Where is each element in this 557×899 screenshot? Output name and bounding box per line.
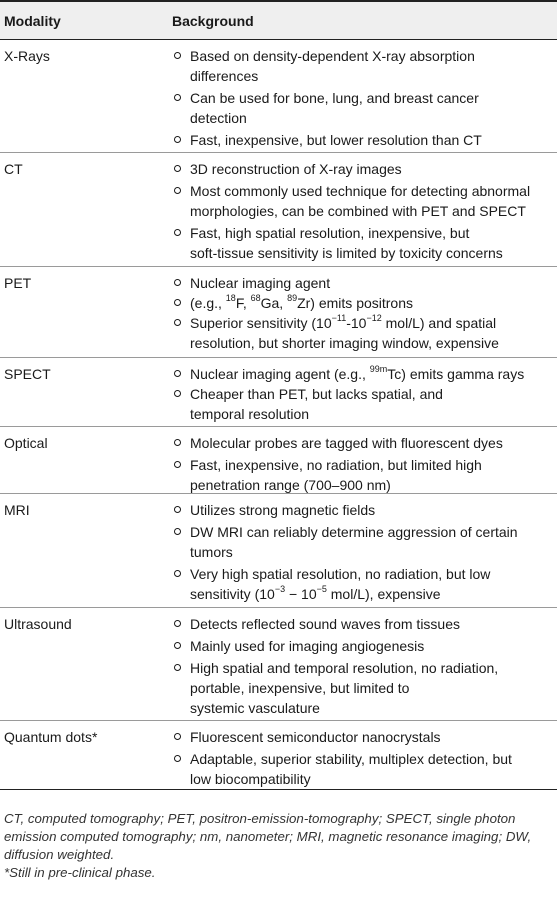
modality-cell: PET [4, 275, 32, 291]
list-item: High spatial and temporal resolution, no radiation, portable, inexpensive, but limited to systemic vasculature [172, 658, 557, 718]
table-row [0, 40, 557, 153]
table-header [0, 0, 557, 40]
bullet-icon [174, 187, 181, 194]
modality-cell: Optical [4, 435, 48, 451]
list-item: DW MRI can reliably determine aggression of certain tumors [172, 522, 557, 562]
background-cell [172, 46, 557, 152]
bullet-icon [174, 506, 181, 513]
list-item: Very high spatial resolution, no radiation, but low sensitivity ($10^{-3} - 10^{-5}$ mol/L), expensive [172, 564, 557, 604]
modality-cell: SPECT [4, 366, 51, 382]
list-item: Utilizes strong magnetic fields [172, 500, 557, 520]
bullet-icon [174, 299, 181, 306]
bullet-icon [174, 52, 181, 59]
table-row [0, 267, 557, 358]
list-item: Molecular probes are tagged with fluorescent dyes [172, 433, 557, 453]
modality-cell: CT [4, 161, 23, 177]
bullet-icon [174, 136, 181, 143]
header-background: Background [172, 13, 254, 29]
list-item: Superior sensitivity ($10^{-11}-10^{-12}$ mol/L) and spatial resolution, but shorter imaging window, expensive [172, 313, 557, 353]
list-item: Fluorescent semiconductor nanocrystals [172, 727, 557, 747]
background-cell [172, 159, 557, 265]
modality-cell: Ultrasound [4, 616, 72, 632]
background-cell [172, 500, 557, 606]
table-row [0, 153, 557, 267]
bullet-icon [174, 642, 181, 649]
bullet-icon [174, 165, 181, 172]
list-item: (e.g., $^{18}$F, $^{68}$Ga, $^{89}$Zr) emits positrons [172, 293, 557, 313]
bullet-icon [174, 664, 181, 671]
list-item: Adaptable, superior stability, multiplex detection, but low biocompatibility [172, 749, 557, 789]
background-cell [172, 727, 557, 791]
bullet-icon [174, 733, 181, 740]
table-row [0, 608, 557, 721]
modality-cell: MRI [4, 502, 30, 518]
background-cell [172, 364, 557, 426]
table-footnote: CT, computed tomography; PET, positron-emission-tomography; SPECT, single photon emission computed tomography; nm, nanometer; MRI, magnetic resonance imaging; DW, diffusion weighted. *Still in pre-clinical phase. [4, 810, 554, 882]
table-row [0, 494, 557, 608]
bullet-icon [174, 439, 181, 446]
list-item: Fast, inexpensive, no radiation, but limited high penetration range (700–900 nm) [172, 455, 557, 495]
list-item: 3D reconstruction of X-ray images [172, 159, 557, 179]
bullet-icon [174, 461, 181, 468]
list-item: Based on density-dependent X-ray absorption differences [172, 46, 557, 86]
table-row [0, 427, 557, 494]
preclinical-note: *Still in pre-clinical phase. [4, 865, 156, 880]
list-item: Cheaper than PET, but lacks spatial, and temporal resolution [172, 384, 557, 424]
list-item: Can be used for bone, lung, and breast cancer detection [172, 88, 557, 128]
list-item: Fast, high spatial resolution, inexpensive, but soft-tissue sensitivity is limited by toxicity concerns [172, 223, 557, 263]
list-item: Mainly used for imaging angiogenesis [172, 636, 557, 656]
modality-cell: Quantum dots* [4, 729, 98, 745]
bullet-icon [174, 370, 181, 377]
modality-cell: X-Rays [4, 48, 50, 64]
list-item: Nuclear imaging agent [172, 273, 557, 293]
header-modality: Modality [4, 13, 61, 29]
table-row [0, 721, 557, 790]
list-item: Fast, inexpensive, but lower resolution than CT [172, 130, 557, 150]
background-cell [172, 614, 557, 720]
bullet-icon [174, 570, 181, 577]
bullet-icon [174, 755, 181, 762]
bullet-icon [174, 229, 181, 236]
bullet-icon [174, 528, 181, 535]
list-item: Detects reflected sound waves from tissues [172, 614, 557, 634]
bullet-icon [174, 94, 181, 101]
bullet-icon [174, 279, 181, 286]
background-cell [172, 433, 557, 497]
list-item: Most commonly used technique for detecting abnormal morphologies, can be combined with PET and SPECT [172, 181, 557, 221]
table-row [0, 358, 557, 427]
list-item: Nuclear imaging agent (e.g., $^{99m}$Tc) emits gamma rays [172, 364, 557, 384]
bullet-icon [174, 620, 181, 627]
bullet-icon [174, 319, 181, 326]
background-cell [172, 273, 557, 355]
bullet-icon [174, 390, 181, 397]
